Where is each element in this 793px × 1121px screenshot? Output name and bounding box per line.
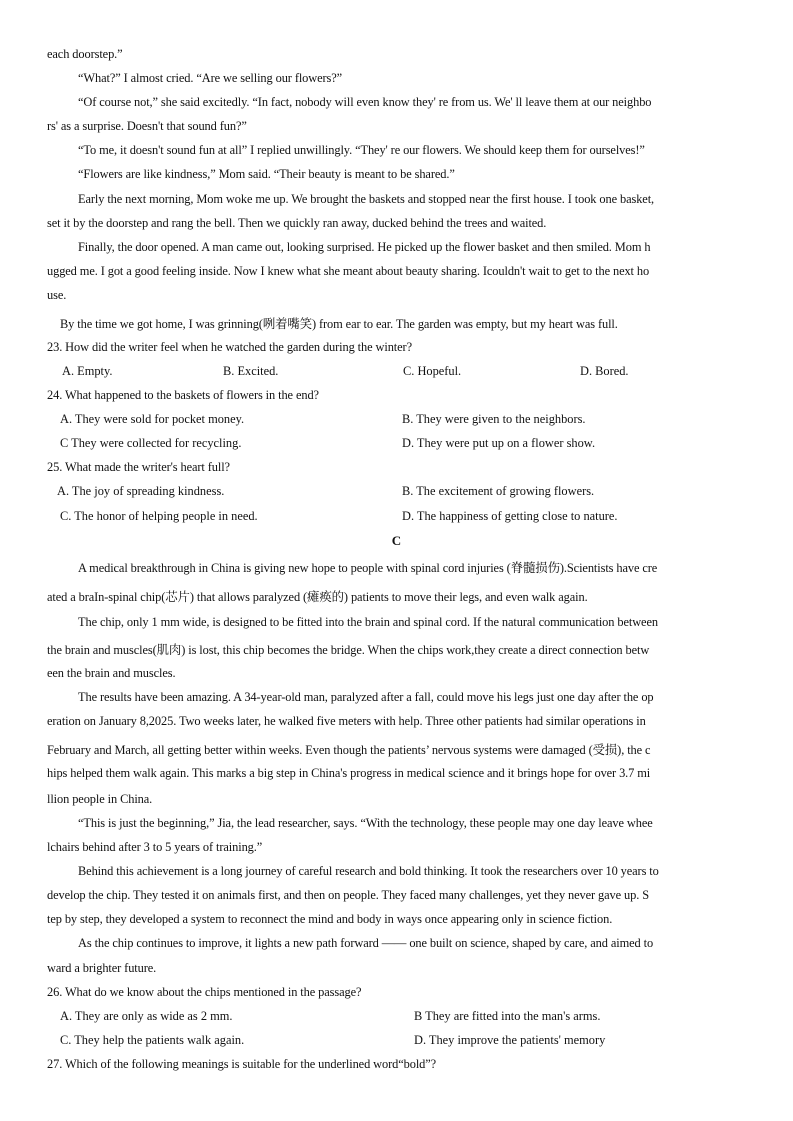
section-heading: C (391, 533, 402, 548)
answer-option[interactable]: D. The happiness of getting close to nature. (402, 509, 618, 523)
passage-line: As the chip continues to improve, it lights a new path forward —— one built on science, shaped by care, and aimed to (78, 936, 654, 950)
answer-option[interactable]: C. Hopeful. (403, 364, 462, 378)
answer-option[interactable]: B. The excitement of growing flowers. (402, 484, 595, 498)
story-line: “Of course not,” she said excitedly. “In fact, nobody will even know they' re from us. We' ll leave them at our neighbo (78, 95, 652, 109)
answer-option[interactable]: B. Excited. (223, 364, 279, 378)
passage-line: Behind this achievement is a long journey of careful research and bold thinking. It took the researchers over 10 years to (78, 864, 659, 878)
passage-line: The chip, only 1 mm wide, is designed to be fitted into the brain and spinal cord. If the natural communication between (78, 615, 658, 629)
passage-line: “This is just the beginning,” Jia, the lead researcher, says. “With the technology, these people may one day leave whee (78, 816, 653, 830)
answer-option[interactable]: C. The honor of helping people in need. (60, 509, 258, 523)
story-line: set it by the doorstep and rang the bell. Then we quickly ran away, ducked behind the trees and waited. (47, 216, 547, 230)
story-line: use. (47, 288, 67, 302)
story-line: rs' as a surprise. Doesn't that sound fun?” (47, 119, 247, 133)
passage-line: ated a braIn-spinal chip(芯片) that allows paralyzed (瘫痪的) patients to move their legs, and even walk again. (47, 590, 588, 604)
question-stem: 26. What do we know about the chips mentioned in the passage? (47, 985, 362, 999)
answer-option[interactable]: B. They were given to the neighbors. (402, 412, 586, 426)
passage-line: A medical breakthrough in China is giving new hope to people with spinal cord injuries (脊髓损伤).Scientists have cre (78, 561, 658, 575)
answer-option[interactable]: D. They improve the patients' memory (414, 1033, 606, 1047)
answer-option[interactable]: A. They are only as wide as 2 mm. (60, 1009, 233, 1023)
passage-line: lchairs behind after 3 to 5 years of training.” (47, 840, 263, 854)
answer-option[interactable]: C. They help the patients walk again. (60, 1033, 245, 1047)
story-line: “To me, it doesn't sound fun at all” I replied unwillingly. “They' re our flowers. We should keep them for ourselves!” (78, 143, 645, 157)
answer-option[interactable]: B They are fitted into the man's arms. (414, 1009, 601, 1023)
answer-option[interactable]: A. They were sold for pocket money. (60, 412, 245, 426)
story-line: By the time we got home, I was grinning(咧着嘴笑) from ear to ear. The garden was empty, but my heart was full. (60, 317, 618, 331)
passage-line: tep by step, they developed a system to reconnect the mind and body in ways once appearing only in science fiction. (47, 912, 613, 926)
passage-line: een the brain and muscles. (47, 666, 176, 680)
story-line: Finally, the door opened. A man came out, looking surprised. He picked up the flower basket and then smiled. Mom h (78, 240, 651, 254)
passage-line: eration on January 8,2025. Two weeks later, he walked five meters with help. Three other patients had similar operations in (47, 714, 646, 728)
passage-line: ward a brighter future. (47, 961, 157, 975)
question-stem: 24. What happened to the baskets of flowers in the end? (47, 388, 319, 402)
passage-line: hips helped them walk again. This marks a big step in China's progress in medical science and it brings hope for over 3.7 mi (47, 766, 651, 780)
question-stem: 25. What made the writer's heart full? (47, 460, 230, 474)
story-line: ugged me. I got a good feeling inside. Now I knew what she meant about beauty sharing. Icouldn't wait to get to the next ho (47, 264, 650, 278)
passage-line: llion people in China. (47, 792, 153, 806)
story-line: Early the next morning, Mom woke me up. We brought the baskets and stopped near the first house. I took one basket, (78, 192, 655, 206)
answer-option[interactable]: A. The joy of spreading kindness. (57, 484, 225, 498)
story-line: “Flowers are like kindness,” Mom said. “Their beauty is meant to be shared.” (78, 167, 455, 181)
answer-option[interactable]: C They were collected for recycling. (60, 436, 242, 450)
passage-line: develop the chip. They tested it on animals first, and then on people. They faced many challenges, yet they never gave up. S (47, 888, 650, 902)
passage-line: February and March, all getting better within weeks. Even though the patients’ nervous systems were damaged (受损), the c (47, 743, 651, 757)
passage-line: the brain and muscles(肌肉) is lost, this chip becomes the bridge. When the chips work,they create a direct connection betw (47, 643, 650, 657)
question-stem: 23. How did the writer feel when he watched the garden during the winter? (47, 340, 412, 354)
answer-option[interactable]: D. Bored. (580, 364, 629, 378)
question-stem: 27. Which of the following meanings is suitable for the underlined word“bold”? (47, 1057, 437, 1071)
answer-option[interactable]: D. They were put up on a flower show. (402, 436, 596, 450)
answer-option[interactable]: A. Empty. (62, 364, 113, 378)
story-line: “What?” I almost cried. “Are we selling our flowers?” (78, 71, 343, 85)
passage-line: The results have been amazing. A 34-year-old man, paralyzed after a fall, could move his legs just one day after the op (78, 690, 654, 704)
story-line: each doorstep.” (47, 47, 123, 61)
